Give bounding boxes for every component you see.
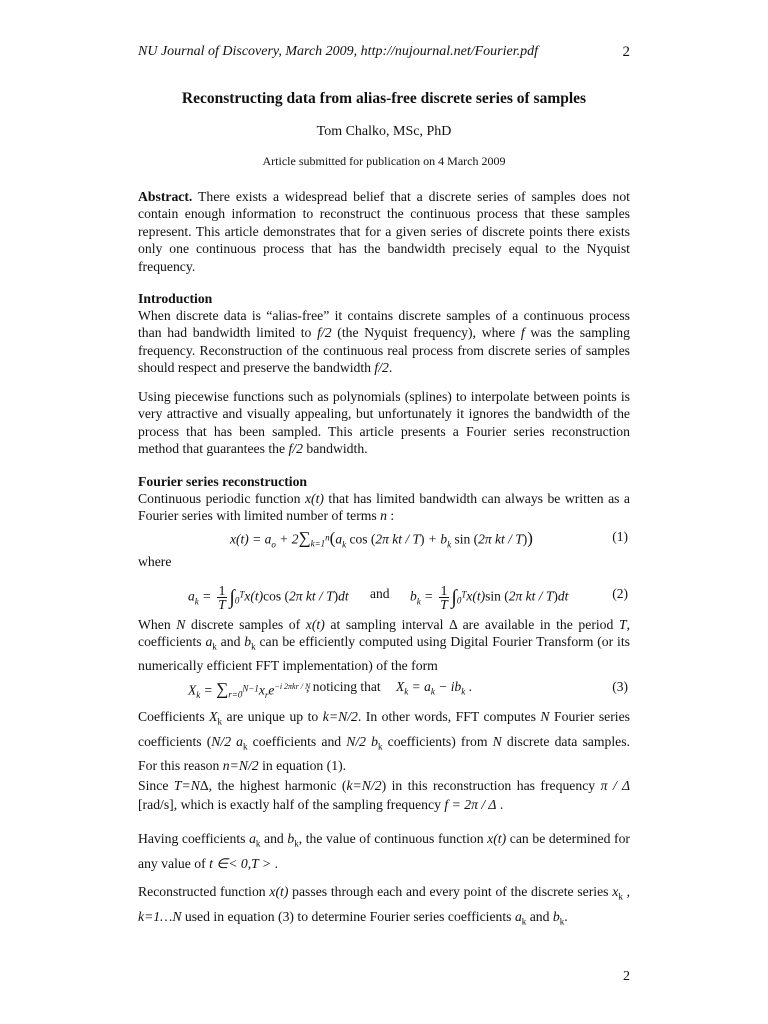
introduction-heading: Introduction xyxy=(138,291,213,306)
running-header xyxy=(138,42,630,62)
footer-page-number: 2 xyxy=(623,969,630,984)
fourier-paragraph-5: Having coefficients $a_k$ and $b_k$, the value of continuous function x(t) can be determined for any value of t ∈< 0,T > . xyxy=(138,831,630,871)
equation-3-number: (3) xyxy=(612,679,628,694)
equation-3-formula: $X_k = \sum_{r=0}^{N-1}x_re^{-i 2\pi kr / N}$ xyxy=(188,679,311,701)
fourier-heading: Fourier series reconstruction xyxy=(138,474,308,489)
fourier-paragraph-1: Continuous periodic function x(t) that has limited bandwidth can always be written as a Fourier series with limited number of terms n : xyxy=(138,491,630,524)
equation-2-number: (2) xyxy=(612,586,628,601)
abstract-paragraph xyxy=(138,188,630,275)
fourier-paragraph-6: Reconstructed function x(t) passes through each and every point of the discrete series $x_k$ , k=1…N used in equation (3) to determine Fourier series coefficients $a_k$ and $b_k$. xyxy=(138,884,630,927)
equation-2-formula-b: $b_k$ = $\frac{1}{T}$ $\int_0^Tx(t)\sin$ (2π kt / T)dt xyxy=(410,583,569,613)
fourier-paragraph-4: Since T=NΔ, the highest harmonic (k=N/2) in this reconstruction has frequency π / Δ [rad/s], which is exactly half of the sampling frequency f = 2π / Δ . xyxy=(138,778,631,812)
abstract-label: Abstract. xyxy=(138,189,193,204)
where-text: where xyxy=(138,554,172,569)
equation-3-noticing: , noticing that xyxy=(306,679,381,694)
equation-2 xyxy=(138,576,630,612)
equation-2-formula-a: $a_k$ = $\frac{1}{T}$ $\int_0^Tx(t)\cos$ (2π kt / T)dt xyxy=(188,583,349,613)
fourier-paragraph-2: When N discrete samples of x(t) at sampling interval Δ are available in the period T, coefficients $a_k$ and $b_k$ can be efficiently computed using Digital Fourier Transform (or its numerically efficient FFT implementation) of the form xyxy=(138,617,631,673)
equation-1 xyxy=(138,522,630,552)
journal-citation: NU Journal of Discovery, March 2009, http://nujournal.net/Fourier.pdf xyxy=(138,44,539,59)
fourier-paragraph-3: Coefficients $X_k$ are unique up to k=N/2. In other words, FFT computes N Fourier series coefficients (N/2 $a_k$ coefficients and N/2 $b_k$ coefficients) from N discrete data samples. For this reason n=N/2 in equation (1). xyxy=(138,709,631,774)
header-page-number: 2 xyxy=(622,44,630,60)
equation-2-and: and xyxy=(370,586,390,601)
introduction-paragraph-2: Using piecewise functions such as polynomials (splines) to interpolate between points is very attractive and visually appealing, but unfortunately it ignores the bandwidth of the process that has been sampled. This article presents a Fourier series reconstruction method that guarantees the f/2 bandwidth. xyxy=(138,389,630,457)
introduction-paragraph-1: When discrete data is “alias-free” it contains discrete samples of a continuous process than had bandwidth limited to f/2 (the Nyquist frequency), where f was the sampling frequency. Reconstruction of the continuous real process from discrete series of samples should respect and preserve the bandwidth f/2. xyxy=(138,308,630,376)
equation-1-formula: $x(t) = a_o + 2\sum_{k=1}^n(a_k$ cos (2π kt / $T) + b_k$ sin (2π kt / T)) xyxy=(230,528,533,550)
submission-note: Article submitted for publication on 4 March 2009 xyxy=(262,154,506,168)
equation-1-number: (1) xyxy=(612,529,628,544)
article-title: Reconstructing data from alias-free discrete series of samples xyxy=(181,90,587,107)
abstract-text: There exists a widespread belief that a discrete series of samples does not contain enough information to reconstruct the continuous process that these samples represent. This article demonstrates that for a given series of discrete points there exists only one continuous process that has the bandwidth precisely equal to the Nyquist frequency. xyxy=(138,189,630,274)
equation-3 xyxy=(138,670,630,704)
author-line: Tom Chalko, MSc, PhD xyxy=(316,124,452,139)
equation-3-relation: $X_k = a_k - ib_k$ . xyxy=(396,679,472,697)
